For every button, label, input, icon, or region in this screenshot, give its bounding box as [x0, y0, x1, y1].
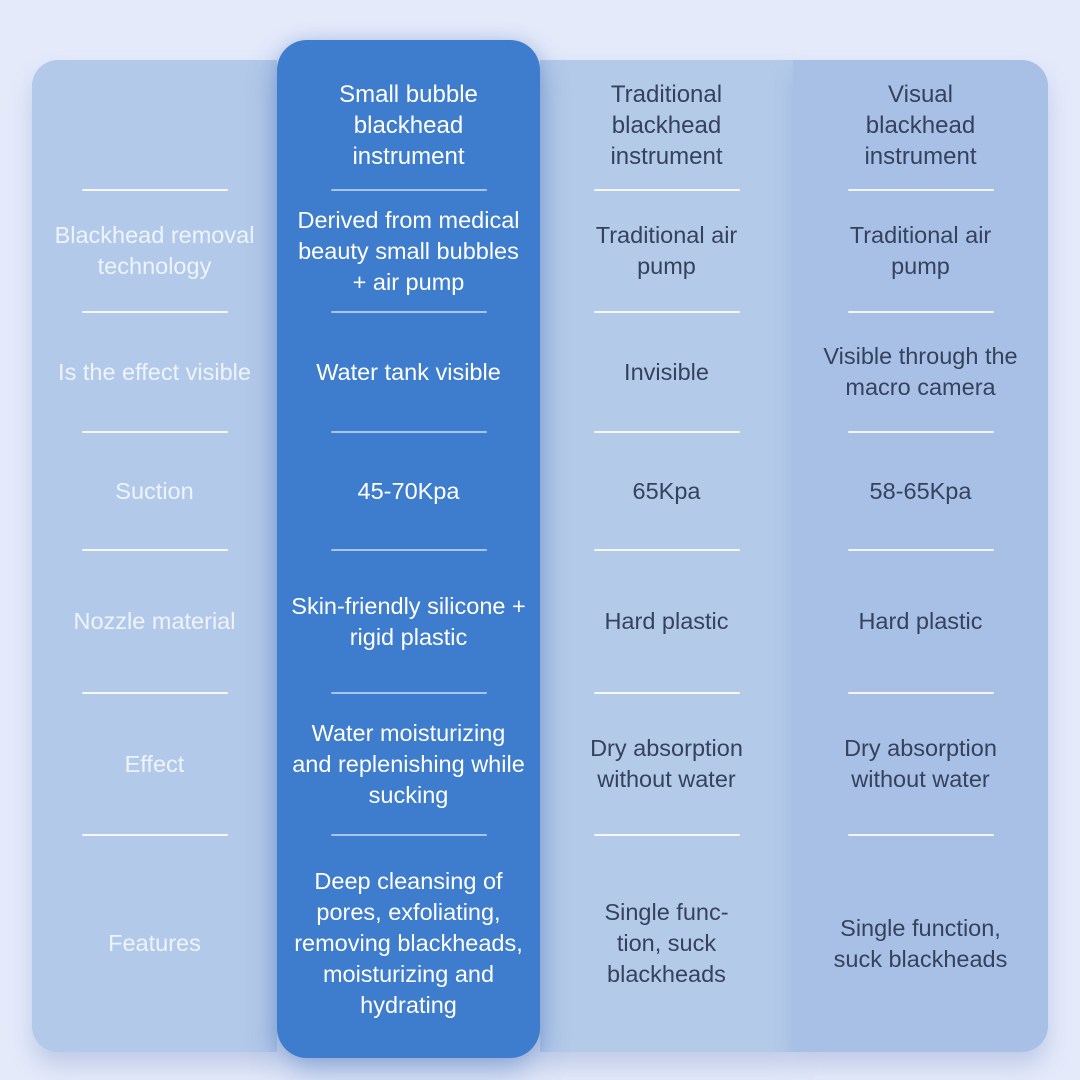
- table-cell: [277, 312, 540, 432]
- cell-value: Deep cleansing of pores, exfoliating, removing blackheads, moisturizing and hydrating: [294, 868, 523, 1018]
- table-cell: [277, 190, 540, 312]
- table-cell: [540, 190, 793, 312]
- table-cell: [540, 432, 793, 550]
- table-cell: [793, 835, 1048, 1052]
- table-cell: [277, 835, 540, 1052]
- label-cell-effect: [32, 693, 277, 835]
- label-cell-suction: [32, 432, 277, 550]
- label-cell-visibility: [32, 312, 277, 432]
- cell-value: Invisible: [624, 358, 709, 385]
- label-cell-technology: [32, 190, 277, 312]
- row-label: Nozzle material: [73, 608, 236, 634]
- cell-value: Water moisturizing and replenishing while sucking: [292, 719, 525, 808]
- cell-value: Hard plastic: [604, 608, 729, 634]
- table-cell: [793, 190, 1048, 312]
- row-label: Effect: [124, 750, 185, 777]
- cell-value: Skin-friendly silicone + rigid plastic: [291, 592, 526, 650]
- cell-value: 45-70Kpa: [357, 477, 460, 504]
- table-cell: [540, 835, 793, 1052]
- cell-value: Hard plastic: [858, 608, 983, 634]
- product-column-small-bubble: [277, 40, 540, 1058]
- table-cell: [793, 550, 1048, 693]
- cell-value: Single func-tion, suck blackheads: [604, 899, 729, 987]
- table-cell: [793, 312, 1048, 432]
- label-cell-nozzle-material: [32, 550, 277, 693]
- column-header: [793, 60, 1048, 190]
- row-label: Features: [108, 930, 201, 956]
- cell-value: Derived from medical beauty small bubbles + air pump: [297, 206, 520, 295]
- row-label: Suction: [115, 477, 194, 504]
- cell-value: Traditional air pump: [595, 222, 738, 279]
- table-cell: [540, 312, 793, 432]
- cell-value: Dry absorption without water: [590, 735, 743, 792]
- table-cell: [540, 693, 793, 835]
- cell-value: 58-65Kpa: [869, 477, 972, 504]
- cell-value: Single function, suck blackheads: [833, 914, 1008, 972]
- table-cell: [793, 693, 1048, 835]
- product-column-visual: [793, 60, 1048, 1052]
- cell-value: 65Kpa: [632, 477, 701, 504]
- table-cell: [277, 550, 540, 693]
- table-cell: [277, 432, 540, 550]
- row-label: Blackhead removal technology: [54, 222, 255, 279]
- table-cell: [277, 693, 540, 835]
- label-cell-empty: [32, 60, 277, 190]
- cell-value: Dry absorption without water: [844, 735, 997, 792]
- cell-value: Visible through the macro camera: [823, 343, 1018, 400]
- row-label: Is the effect visible: [58, 358, 251, 385]
- cell-value: Traditional air pump: [849, 222, 992, 279]
- label-cell-features: [32, 835, 277, 1052]
- column-header: [540, 60, 793, 190]
- table-cell: [793, 432, 1048, 550]
- label-column: [32, 60, 277, 1052]
- product-column-traditional: [540, 60, 793, 1052]
- table-cell: [540, 550, 793, 693]
- cell-value: Water tank visible: [316, 358, 501, 385]
- product-name: Small bubble blackhead instrument: [339, 80, 478, 170]
- product-name: Visual blackhead instrument: [864, 80, 977, 170]
- product-name: Traditional blackhead instrument: [610, 80, 723, 170]
- column-header: [277, 60, 540, 190]
